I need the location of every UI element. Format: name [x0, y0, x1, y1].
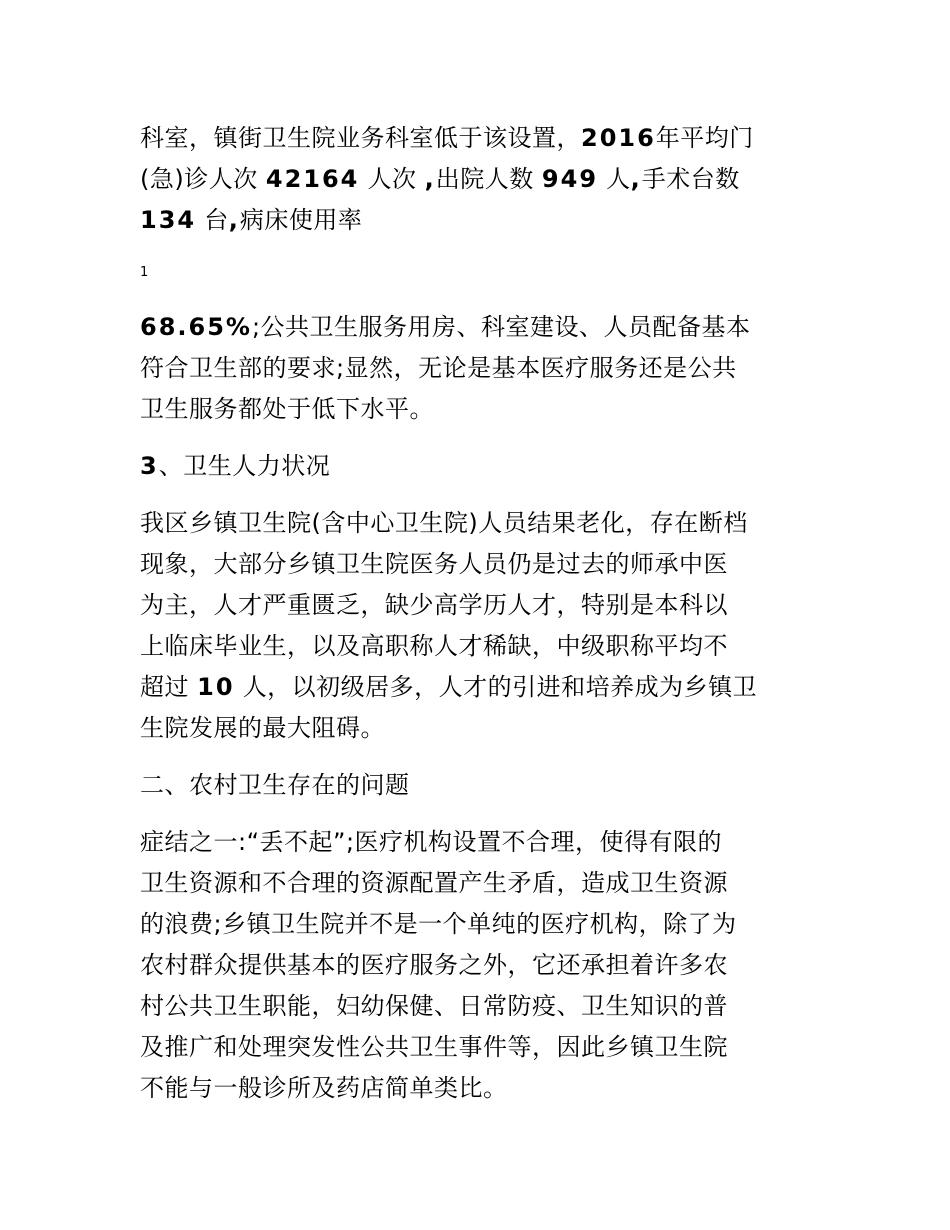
text-run: 超过 — [140, 673, 189, 701]
text-run: 人次 — [367, 165, 417, 193]
text-line: 村公共卫生职能，妇幼保健、日常防疫、卫生知识的普 — [140, 992, 728, 1020]
text-run: 出院人数 — [435, 165, 534, 193]
text-line: 现象，大部分乡镇卫生院医务人员仍是过去的师承中医 — [140, 550, 728, 578]
heading-problems — [140, 765, 820, 806]
number-visits: 42164 — [265, 165, 360, 193]
text-line: 为主，人才严重匮乏，缺少高学历人才，特别是本科以 — [140, 591, 728, 619]
paragraph-problem-one — [140, 822, 820, 1109]
comma: , — [424, 165, 436, 193]
heading-human-resources — [140, 446, 820, 487]
text-line: 的浪费;乡镇卫生院并不是一个单纯的医疗机构，除了为 — [140, 910, 737, 938]
section-number: 3 — [140, 452, 159, 480]
number-staff: 10 — [197, 673, 235, 701]
number-discharged: 949 — [541, 165, 599, 193]
comma: , — [630, 165, 642, 193]
spacer — [140, 806, 820, 822]
comma: , — [228, 206, 240, 234]
spacer — [140, 430, 820, 446]
number-surgeries: 134 — [140, 206, 197, 234]
paragraph-staffing — [140, 503, 820, 749]
text-line — [140, 200, 820, 241]
text-line: 及推广和处理突发性公共卫生事件等，因此乡镇卫生院 — [140, 1033, 728, 1061]
text-run: ;公共卫生服务用房、科室建设、人员配备基本 — [251, 313, 751, 341]
text-run: 人，以初级居多，人才的引进和培养成为乡镇卫 — [242, 673, 758, 701]
text-line: 我区乡镇卫生院(含中心卫生院)人员结果老化，存在断档 — [140, 509, 748, 537]
text-run: 科室，镇街卫生院业务科室低于该设置， — [140, 124, 581, 152]
text-line: 不能与一般诊所及药店简单类比。 — [140, 1074, 508, 1102]
spacer — [140, 487, 820, 503]
number-year: 2016 — [581, 124, 656, 152]
footnote-marker: 1 — [140, 265, 149, 280]
text-run: 病床使用率 — [239, 206, 363, 234]
text-line — [140, 307, 820, 348]
document-page — [140, 118, 820, 1109]
text-line: 生院发展的最大阻碍。 — [140, 714, 385, 742]
section-title: 二、农村卫生存在的问题 — [140, 771, 410, 799]
paragraph-hospital-stats — [140, 118, 820, 241]
text-line: 卫生资源和不合理的资源配置产生矛盾，造成卫生资源 — [140, 869, 728, 897]
text-run: 年平均门 — [655, 124, 754, 152]
text-run: 台 — [204, 206, 229, 234]
text-line — [140, 667, 820, 708]
text-line: 上临床毕业生，以及高职称人才稀缺，中级职称平均不 — [140, 632, 728, 660]
text-run: (急)诊人次 — [140, 165, 258, 193]
text-run: 人 — [606, 165, 631, 193]
text-line — [140, 446, 820, 487]
number-bed-usage: 68.65% — [140, 313, 252, 341]
text-line — [140, 118, 820, 159]
text-line — [140, 159, 820, 200]
text-line: 卫生服务都处于低下水平。 — [140, 395, 434, 423]
text-run: 手术台数 — [641, 165, 740, 193]
spacer — [140, 749, 820, 765]
text-line: 符合卫生部的要求;显然，无论是基本医疗服务还是公共 — [140, 354, 737, 382]
text-line: 农村群众提供基本的医疗服务之外，它还承担着许多农 — [140, 951, 728, 979]
text-line: 症结之一:“丢不起”;医疗机构设置不合理，使得有限的 — [140, 828, 723, 856]
paragraph-public-health — [140, 307, 820, 430]
section-title: 、卫生人力状况 — [158, 452, 331, 480]
